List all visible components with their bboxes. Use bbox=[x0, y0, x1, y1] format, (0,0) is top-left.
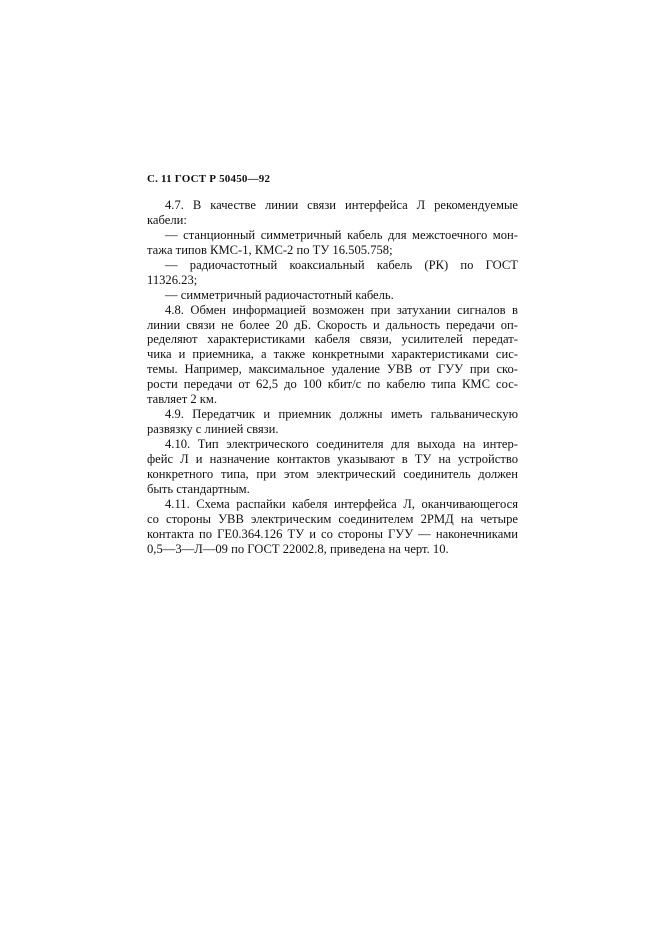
text-line: конкретного типа, при этом электрический соединитель должен bbox=[147, 466, 518, 481]
text-line: со стороны УВВ электрическим соединителем 2РМД на четыре bbox=[147, 511, 518, 526]
text-line: быть стандартным. bbox=[147, 481, 250, 496]
text-line: тавляет 2 км. bbox=[147, 392, 218, 407]
text-line: — радиочастотный коаксиальный кабель (РК) по ГОСТ bbox=[165, 257, 518, 272]
text-line: линии связи не более 20 дБ. Скорость и дальность передачи оп- bbox=[147, 317, 518, 332]
text-line: — станционный симметричный кабель для межстоечного мон- bbox=[165, 227, 518, 242]
text-line: кабели: bbox=[147, 212, 187, 227]
text-line: 4.10. Тип электрического соединителя для выхода на интер- bbox=[165, 437, 518, 451]
text-line: 4.11. Схема распайки кабеля интерфейса Л, оканчивающегося bbox=[165, 496, 518, 511]
text-line: контакта по ГЕ0.364.126 ТУ и со стороны ГУУ — наконечниками bbox=[147, 526, 518, 541]
text-line: 4.8. Обмен информацией возможен при затухании сигналов в bbox=[165, 302, 518, 317]
text-line: развязку с линией связи. bbox=[147, 422, 279, 437]
page-header: С. 11 ГОСТ Р 50450—92 bbox=[147, 173, 271, 185]
text-line: 4.7. В качестве линии связи интерфейса Л рекомендуемые bbox=[165, 198, 518, 212]
text-line: чика и приемника, а также конкретными характеристиками сис- bbox=[147, 347, 518, 362]
text-line: — симметричный радиочастотный кабель. bbox=[165, 287, 394, 302]
text-line: ределяют характеристиками кабеля связи, усилителей передат- bbox=[147, 332, 518, 347]
text-line: рости передачи от 62,5 до 100 кбит/с по кабелю типа КМС сос- bbox=[147, 377, 518, 392]
text-line: 4.9. Передатчик и приемник должны иметь гальваническую bbox=[165, 407, 518, 422]
document-body bbox=[147, 198, 518, 557]
text-line: темы. Например, максимальное удаление УВВ от ГУУ при ско- bbox=[147, 362, 518, 377]
text-line: фейс Л и назначение контактов указывают в ТУ на устройство bbox=[147, 451, 518, 466]
text-line: 11326.23; bbox=[147, 272, 198, 287]
text-line: 0,5—3—Л—09 по ГОСТ 22002.8, приведена на черт. 10. bbox=[147, 541, 449, 556]
text-line: тажа типов КМС-1, КМС-2 по ТУ 16.505.758; bbox=[147, 242, 393, 257]
